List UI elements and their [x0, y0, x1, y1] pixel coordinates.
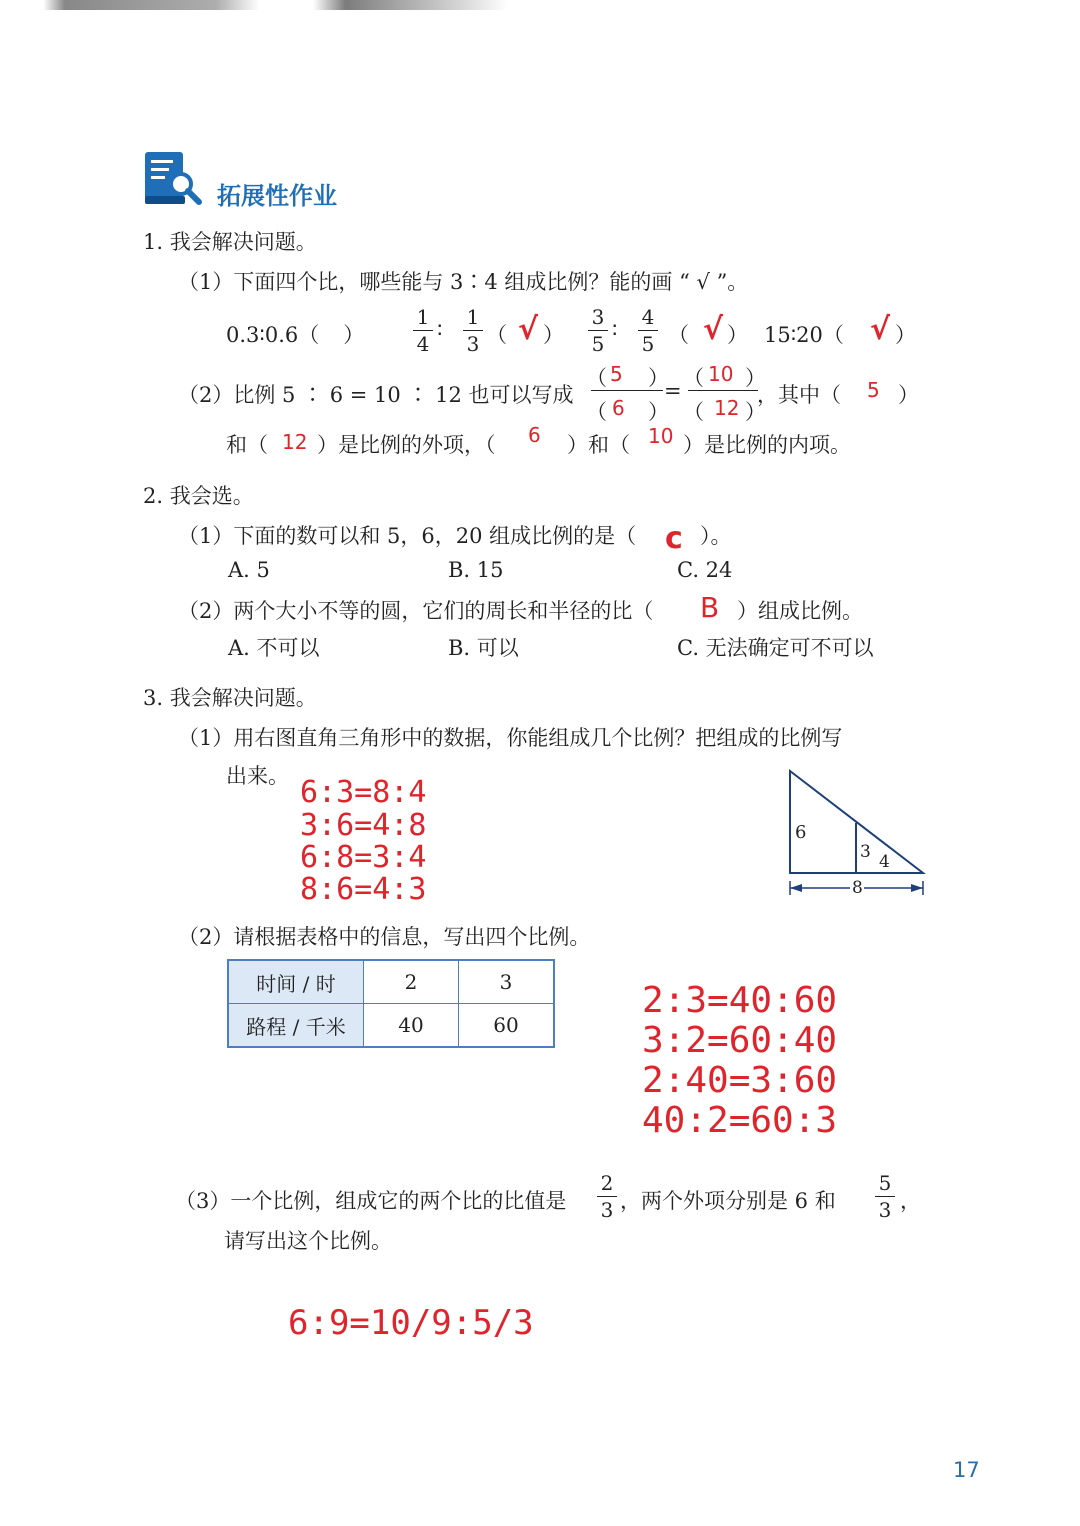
q3-p3-text-b: ，两个外项分别是 6 和 — [620, 1189, 836, 1213]
q3-p1-text-line1: （1）用右图直角三角形中的数据，你能组成几个比例？把组成的比例写 — [178, 726, 843, 750]
q2-p2-answer: B — [700, 591, 720, 624]
q2-p2-option-a: A. 不可以 — [228, 636, 320, 660]
triangle-label-3: 3 — [860, 842, 871, 862]
item-c-frac2 — [638, 306, 658, 355]
q1-p2-text-a: （2）比例 5 ∶ 6 = 10 ∶ 12 也可以写成 — [178, 383, 574, 407]
q3-p2-answer-3: 2:40=3:60 — [642, 1060, 838, 1101]
q2-p1-close: ）。 — [700, 524, 732, 548]
frac-den: 3 — [878, 1198, 892, 1222]
item-b-close: ） — [543, 323, 564, 347]
q1-p2-line2-b: ）是比例的外项，（ — [317, 433, 496, 457]
frac-den: 5 — [641, 332, 655, 356]
table-cell: 2 — [364, 960, 459, 1004]
q3-p3-text-line2: 请写出这个比例。 — [224, 1229, 392, 1253]
item-d-check-mark: √ — [870, 312, 891, 347]
q2-p2-option-c: C. 无法确定可不可以 — [677, 636, 874, 660]
q3-p3-answer: 6:9=10/9:5/3 — [288, 1303, 534, 1343]
q3-p1-answer-2: 3:6=4:8 — [300, 808, 427, 843]
q2-p2-text: （2）两个大小不等的圆，它们的周长和半径的比（ — [178, 599, 654, 623]
q3-p2-answer-2: 3:2=60:40 — [642, 1020, 838, 1061]
q1-p2-answer-3: 6 — [528, 423, 541, 447]
scan-top-edge — [0, 0, 1080, 10]
q2-title: 2. 我会选。 — [143, 484, 254, 508]
frac1-bot-close: ） — [648, 400, 669, 424]
table-row-header: 路程 / 千米 — [228, 1004, 364, 1048]
q1-p2-close-1: ） — [898, 383, 919, 407]
q3-p2-answer-4: 40:2=60:3 — [642, 1100, 838, 1141]
frac2-top-answer: 10 — [708, 362, 734, 386]
q1-p2-answer-2: 12 — [282, 430, 308, 454]
table-cell: 3 — [459, 960, 555, 1004]
frac1-top-open: （ — [586, 366, 607, 390]
q3-p3-text-a: （3）一个比例，组成它的两个比的比值是 — [175, 1189, 567, 1213]
item-c-open: （ — [668, 323, 689, 347]
q2-p2-close: ）组成比例。 — [737, 599, 863, 623]
q2-p1-text: （1）下面的数可以和 5，6，20 组成比例的是（ — [178, 524, 637, 548]
q1-p1-item-a — [226, 319, 364, 349]
q3-p2-answer-1: 2:3=40:60 — [642, 980, 838, 1021]
q3-p2-text: （2）请根据表格中的信息，写出四个比例。 — [178, 925, 591, 949]
q2-p2-option-b: B. 可以 — [448, 636, 519, 660]
q3-p3-text-c: ， — [900, 1189, 921, 1213]
item-b-frac1 — [413, 306, 433, 355]
q2-p1-answer: c — [665, 521, 683, 556]
q1-p2-answer-1: 5 — [867, 378, 880, 402]
frac-num: 2 — [600, 1171, 614, 1195]
frac2-top-open: （ — [683, 366, 704, 390]
item-c-close: ） — [727, 323, 748, 347]
item-c-check-mark: √ — [703, 312, 724, 347]
frac1-top-close: ） — [648, 366, 669, 390]
frac-num: 1 — [466, 305, 480, 329]
equals-sign: = — [664, 379, 682, 403]
item-d-label: 15∶20（ — [764, 323, 844, 347]
frac-den: 3 — [600, 1198, 614, 1222]
item-b-open: （ — [486, 323, 507, 347]
frac-num: 5 — [878, 1171, 892, 1195]
q3-p1-answer-3: 6:8=3:4 — [300, 840, 427, 875]
q1-p1-text: （1）下面四个比，哪些能与 3∶4 组成比例？能的画 “ √ ”。 — [178, 270, 749, 294]
frac2-bar — [688, 390, 758, 391]
time-distance-table — [227, 959, 555, 1048]
frac-num: 3 — [591, 305, 605, 329]
frac1-bot-open: （ — [586, 400, 607, 424]
frac2-bot-close: ） — [745, 400, 766, 424]
q1-p2-text-b: ，其中（ — [757, 383, 841, 407]
section-title: 拓展性作业 — [217, 182, 337, 210]
item-a-label: 0.3∶0.6（ — [226, 323, 320, 347]
q3-p3-frac-5-3 — [875, 1172, 895, 1221]
triangle-label-4: 4 — [879, 852, 890, 872]
frac-num: 1 — [416, 305, 430, 329]
item-c-colon: ∶ — [612, 318, 618, 342]
frac2-top-close: ） — [745, 366, 766, 390]
item-b-check-mark: √ — [518, 312, 539, 347]
item-d-close: ） — [895, 323, 916, 347]
item-a-close: ） — [343, 323, 365, 347]
frac-den: 5 — [591, 332, 605, 356]
q3-p3-frac-2-3 — [597, 1172, 617, 1221]
q3-p1-answer-1: 6:3=8:4 — [300, 775, 427, 810]
q1-title: 1. 我会解决问题。 — [143, 230, 317, 254]
section-header-icon — [143, 150, 203, 210]
frac2-bot-open: （ — [683, 400, 704, 424]
frac1-bot-answer: 6 — [612, 396, 625, 420]
item-b-colon: ∶ — [437, 318, 443, 342]
q2-p1-option-b: B. 15 — [448, 558, 504, 582]
q2-p1-option-a: A. 5 — [228, 558, 270, 582]
table-row — [228, 1004, 554, 1048]
frac2-bot-answer: 12 — [714, 396, 740, 420]
triangle-label-6: 6 — [795, 822, 807, 843]
table-row — [228, 960, 554, 1004]
frac1-bar — [591, 390, 663, 391]
q1-p2-line2-c: ）和（ — [567, 433, 630, 457]
q1-p2-answer-4: 10 — [648, 424, 674, 448]
frac-den: 3 — [466, 332, 480, 356]
triangle-label-8: 8 — [852, 878, 863, 898]
q2-p1-option-c: C. 24 — [677, 558, 733, 582]
table-row-header: 时间 / 时 — [228, 960, 364, 1004]
q3-p1-text-line2: 出来。 — [226, 764, 289, 788]
item-c-frac1 — [588, 306, 608, 355]
frac-den: 4 — [416, 332, 430, 356]
frac-num: 4 — [641, 305, 655, 329]
q1-p2-line2-a: 和（ — [226, 433, 268, 457]
q3-p1-answer-4: 8:6=4:3 — [300, 872, 427, 907]
table-cell: 40 — [364, 1004, 459, 1048]
frac1-top-answer: 5 — [610, 362, 623, 386]
item-b-frac2 — [463, 306, 483, 355]
q1-p2-line2-d: ）是比例的内项。 — [683, 433, 851, 457]
table-cell: 60 — [459, 1004, 555, 1048]
page-number: 17 — [953, 1458, 980, 1482]
q3-title: 3. 我会解决问题。 — [143, 686, 317, 710]
